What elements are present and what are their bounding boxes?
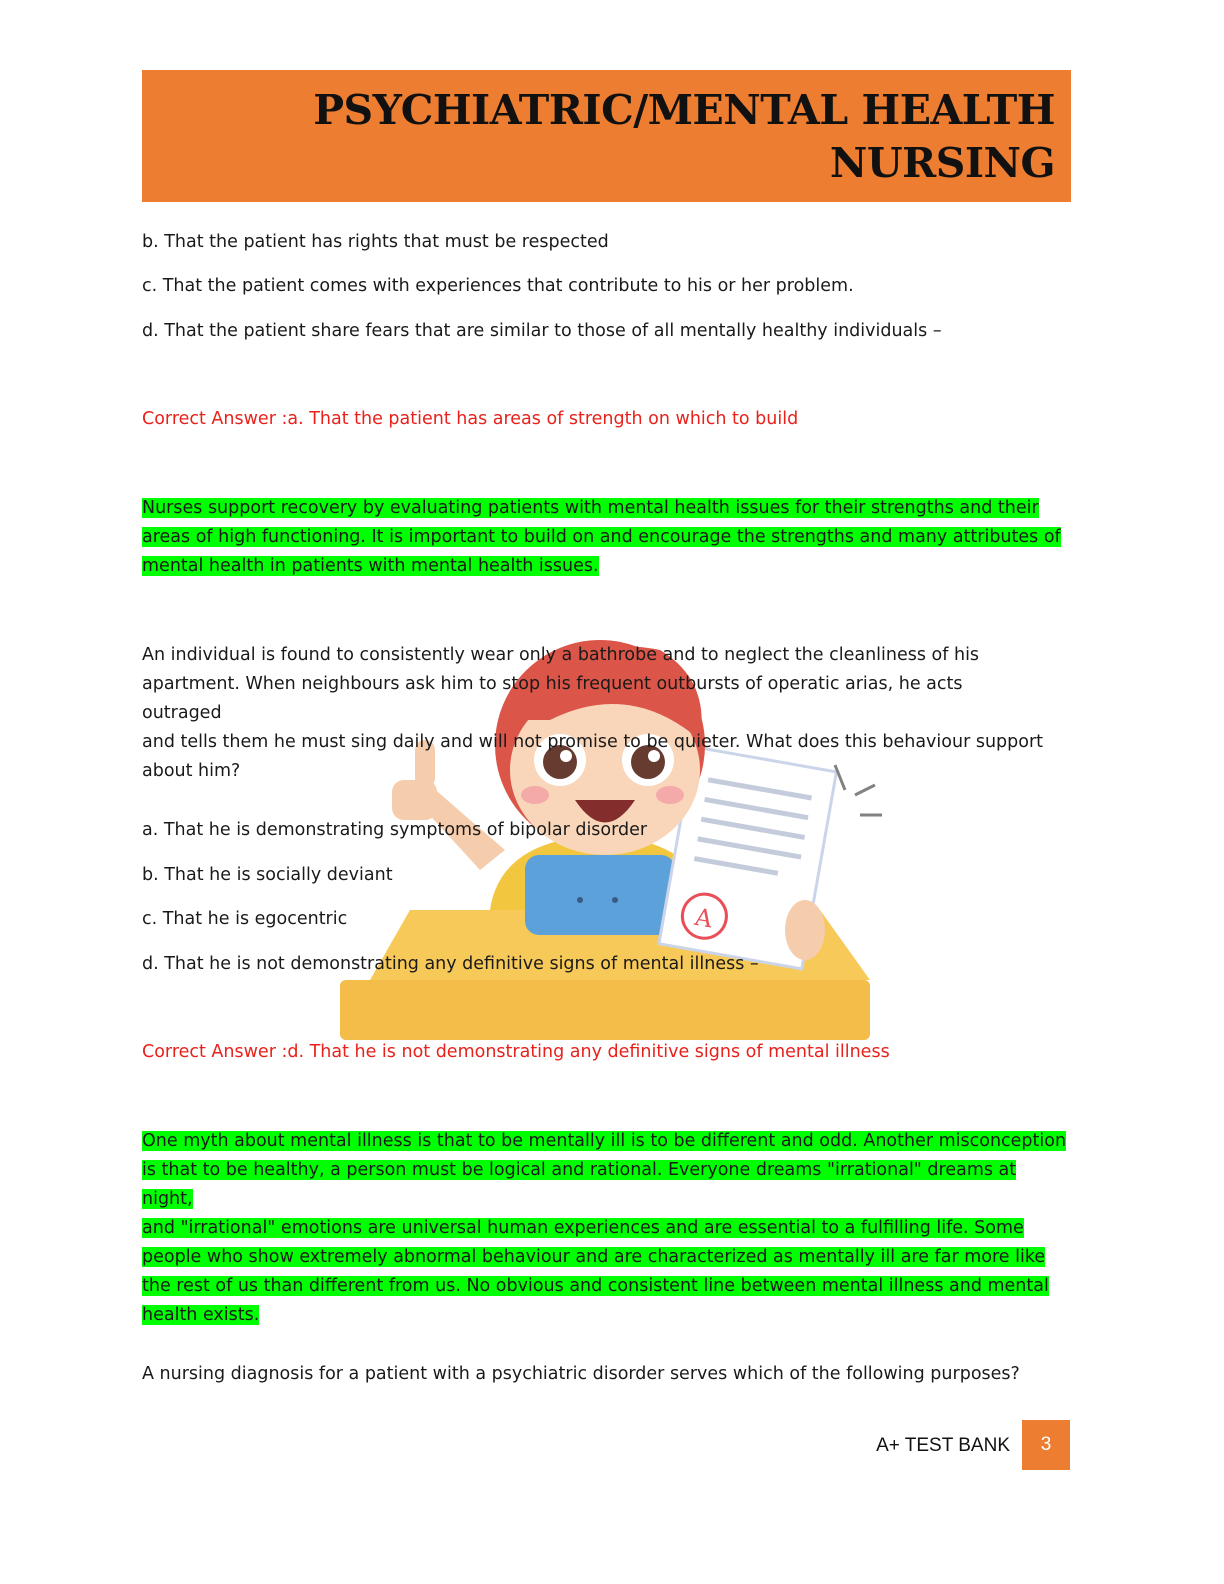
title-line-1: PSYCHIATRIC/MENTAL HEALTH: [313, 86, 1055, 134]
q2-option-d: d. That he is not demonstrating any definitive signs of mental illness –: [142, 954, 759, 974]
footer-label: A+ TEST BANK: [876, 1435, 1010, 1456]
q2-rationale: [142, 1127, 1072, 1330]
q1-option-c: c. That the patient comes with experiences that contribute to his or her problem.: [142, 276, 854, 296]
q2-stem: [142, 641, 1047, 786]
q1-rationale-line: areas of high functioning. It is important to build on and encourage the strengths and many attributes of: [142, 527, 1061, 547]
title-line-2: NURSING: [829, 139, 1055, 187]
document-title: [313, 84, 1055, 190]
q2-rationale-line: people who show extremely abnormal behaviour and are characterized as mentally ill are far more like: [142, 1247, 1046, 1267]
q1-rationale: [142, 494, 1072, 581]
q2-rationale-line: the rest of us than different from us. No obvious and consistent line between mental illness and mental: [142, 1276, 1049, 1296]
q2-stem-line: and tells them he must sing daily and will not promise to be quieter. What does this behaviour support: [142, 732, 1044, 752]
q2-stem-line: apartment. When neighbours ask him to stop his frequent outbursts of operatic arias, he acts outraged: [142, 674, 963, 723]
q1-rationale-line: Nurses support recovery by evaluating patients with mental health issues for their strengths and their: [142, 498, 1039, 518]
grade-mark: A: [692, 902, 715, 934]
q2-stem-line: about him?: [142, 761, 241, 781]
q1-option-b: b. That the patient has rights that must be respected: [142, 232, 609, 252]
page-number: 3: [1022, 1420, 1070, 1470]
q2-rationale-line: One myth about mental illness is that to be mentally ill is to be different and odd. Another misconception: [142, 1131, 1067, 1151]
q2-stem-line: An individual is found to consistently wear only a bathrobe and to neglect the cleanliness of his: [142, 645, 980, 665]
q2-option-b: b. That he is socially deviant: [142, 865, 393, 885]
q2-rationale-line: is that to be healthy, a person must be logical and rational. Everyone dreams "irrational" dreams at night,: [142, 1160, 1017, 1209]
q1-correct-answer: Correct Answer :a. That the patient has areas of strength on which to build: [142, 409, 799, 429]
q1-rationale-line: mental health in patients with mental health issues.: [142, 556, 599, 576]
q2-rationale-line: and "irrational" emotions are universal human experiences and are essential to a fulfilling life. Some: [142, 1218, 1024, 1238]
q1-option-d: d. That the patient share fears that are similar to those of all mentally healthy individuals –: [142, 321, 942, 341]
q3-stem: A nursing diagnosis for a patient with a psychiatric disorder serves which of the following purposes?: [142, 1364, 1020, 1384]
q2-option-c: c. That he is egocentric: [142, 909, 348, 929]
page-header-banner: [142, 70, 1071, 202]
q2-rationale-line: health exists.: [142, 1305, 260, 1325]
q2-option-a: a. That he is demonstrating symptoms of bipolar disorder: [142, 820, 648, 840]
q2-correct-answer: Correct Answer :d. That he is not demonstrating any definitive signs of mental illness: [142, 1042, 890, 1062]
